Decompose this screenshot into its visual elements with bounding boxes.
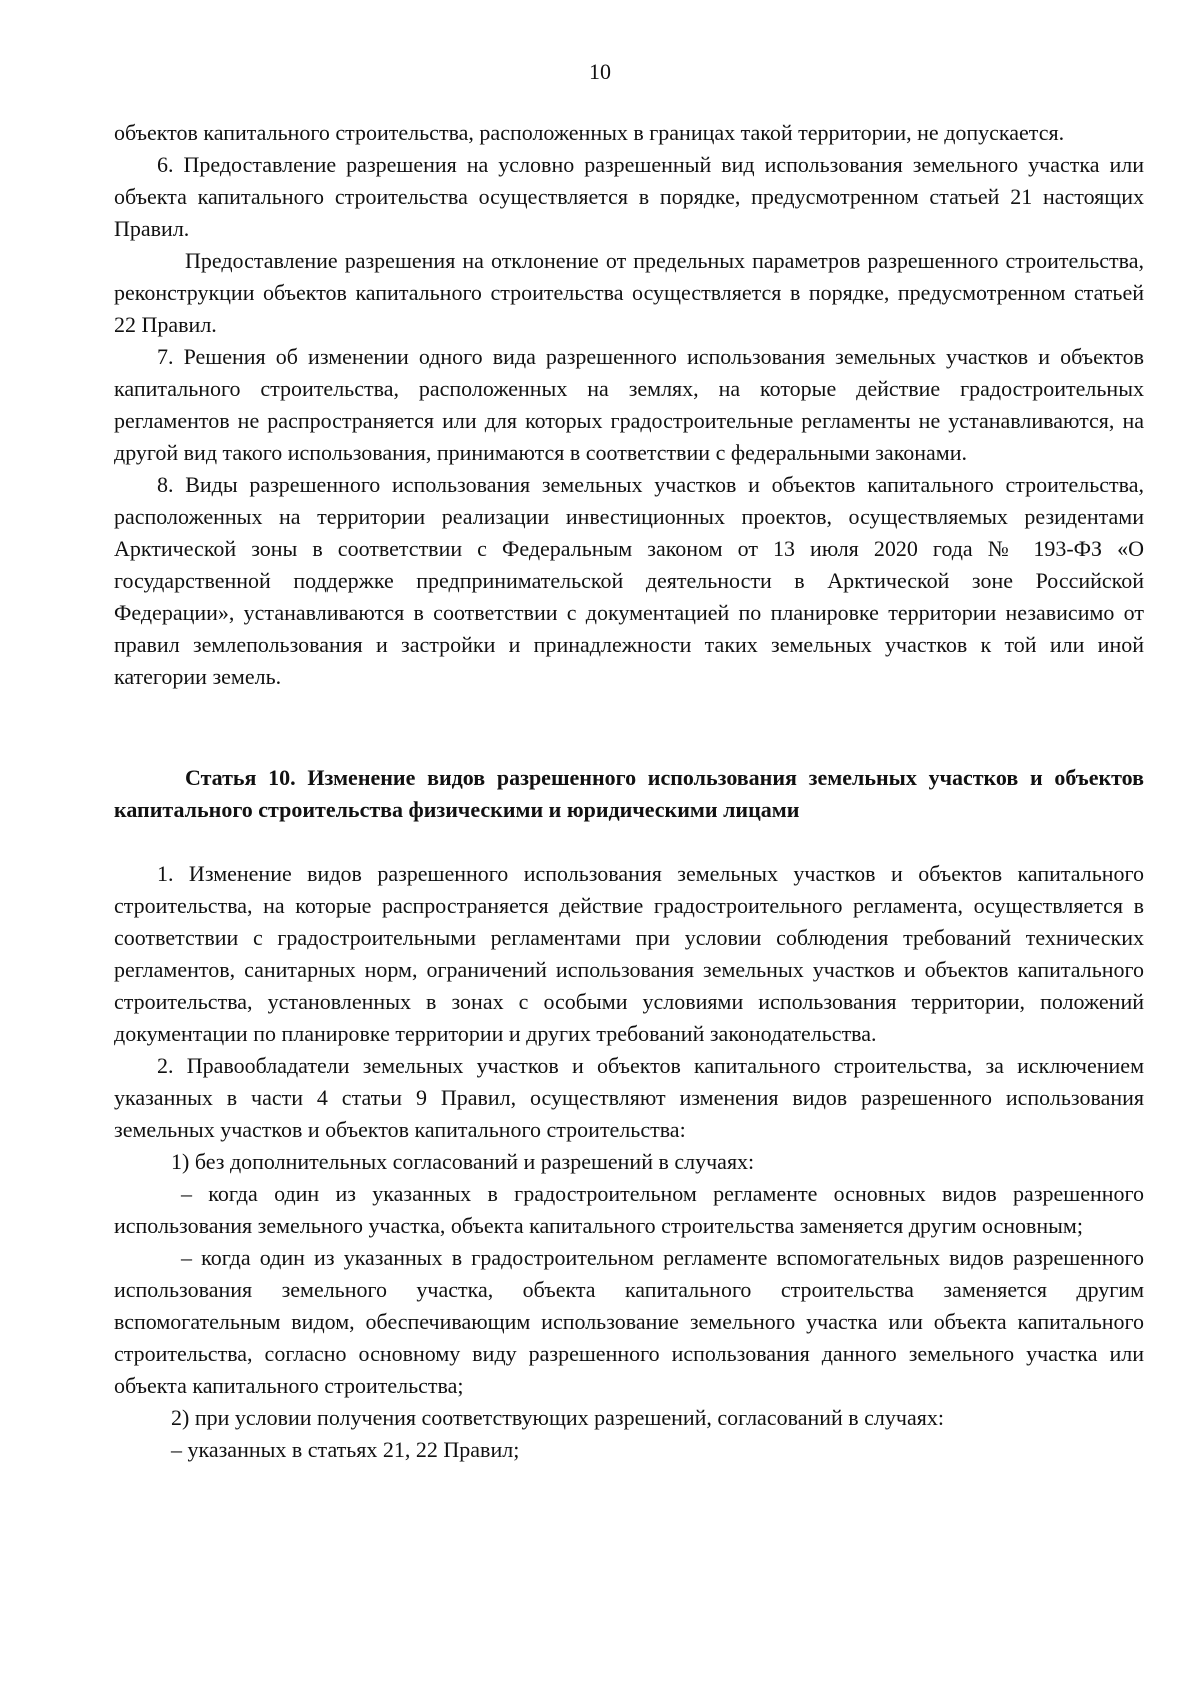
dash-item-articles-21-22: – указанных в статьях 21, 22 Правил; bbox=[171, 1437, 520, 1462]
dash-item-main-types: – когда один из указанных в градостроительном регламенте основных видов разрешенного использования земельного участка, объекта капитального строительства заменяется другим основным; bbox=[114, 1181, 1144, 1238]
page-number: 10 bbox=[589, 59, 611, 84]
article-paragraph-2: 2. Правообладатели земельных участков и объектов капитального строительства, за исключением указанных в части 4 статьи 9 Правил, осуществляют изменения видов разрешенного использования земельных участков и объектов капитального строительства: bbox=[114, 1053, 1144, 1142]
paragraph-item-8: 8. Виды разрешенного использования земельных участков и объектов капитального строительства, расположенных на территории реализации инвестиционных проектов, осуществляемых резидентами Арктической зоны в соответствии с Федеральным законом от 13 июля 2020 года № 193-ФЗ «О государственной поддержке предпринимательской деятельности в Арктической зоне Российской Федерации», устанавливаются в соответствии с документацией по планировке территории независимо от правил землепользования и застройки и принадлежности таких земельных участков к той или иной категории земель. bbox=[114, 472, 1144, 689]
spacer bbox=[114, 826, 1144, 858]
paragraph-continuation: объектов капитального строительства, расположенных в границах такой территории, не допускается. bbox=[114, 120, 1065, 145]
page-body bbox=[114, 117, 1144, 1466]
spacer bbox=[114, 693, 1144, 762]
paragraph-item-6: 6. Предоставление разрешения на условно разрешенный вид использования земельного участка или объекта капитального строительства осуществляется в порядке, предусмотренном статьей 21 настоящих Правил. bbox=[114, 152, 1144, 241]
article-heading: Статья 10. Изменение видов разрешенного использования земельных участков и объектов капитального строительства физическими и юридическими лицами bbox=[114, 765, 1144, 822]
paragraph-item-7: 7. Решения об изменении одного вида разрешенного использования земельных участков и объектов капитального строительства, расположенных на землях, на которые действие градостроительных регламентов не распространяется или для которых градостроительные регламенты не устанавливаются, на другой вид такого использования, принимаются в соответствии с федеральными законами. bbox=[114, 344, 1144, 465]
subitem-2: 2) при условии получения соответствующих разрешений, согласований в случаях: bbox=[171, 1405, 944, 1430]
article-paragraph-1: 1. Изменение видов разрешенного использования земельных участков и объектов капитального строительства, на которые распространяется действие градостроительного регламента, осуществляется в соответствии с градостроительными регламентами при условии соблюдения требований технических регламентов, санитарных норм, ограничений использования земельных участков и объектов капитального строительства, установленных в зонах с особыми условиями использования территории, положений документации по планировке территории и других требований законодательства. bbox=[114, 861, 1144, 1046]
subitem-1: 1) без дополнительных согласований и разрешений в случаях: bbox=[171, 1149, 755, 1174]
paragraph-deviation-permit: Предоставление разрешения на отклонение от предельных параметров разрешенного строительства, реконструкции объектов капитального строительства осуществляется в порядке, предусмотренном статьей 22 Правил. bbox=[114, 248, 1144, 337]
dash-item-auxiliary-types: – когда один из указанных в градостроительном регламенте вспомогательных видов разрешенного использования земельного участка, объекта капитального строительства заменяется другим вспомогательным видом, обеспечивающим использование земельного участка или объекта капитального строительства, согласно основному виду разрешенного использования данного земельного участка или объекта капитального строительства; bbox=[114, 1245, 1144, 1398]
